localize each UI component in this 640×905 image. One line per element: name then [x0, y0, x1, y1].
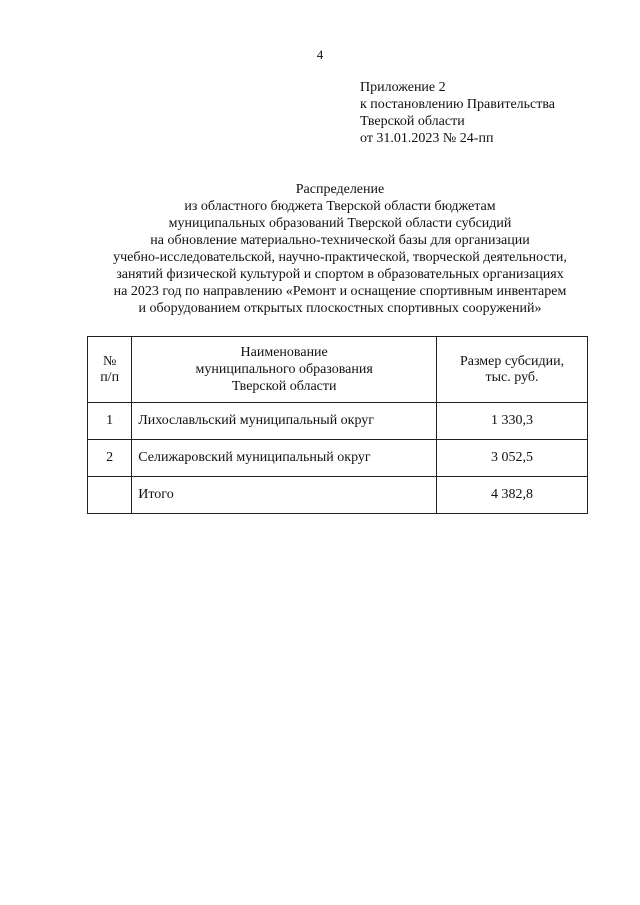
header-name-line: Тверской области — [231, 379, 337, 394]
table-row — [88, 440, 588, 477]
header-num-line: № — [102, 353, 117, 369]
title-line: на 2023 год по направлению «Ремонт и оснащение спортивным инвентарем — [113, 284, 567, 299]
table-total-row — [88, 477, 588, 514]
title-line: из областного бюджета Тверской области бюджетам — [184, 199, 496, 214]
header-amount-line: Размер субсидии, — [459, 353, 565, 369]
title-line: муниципальных образований Тверской области субсидий — [168, 216, 512, 231]
title-line: занятий физической культурой и спортом в образовательных организациях — [116, 267, 564, 282]
title-line: и оборудованием открытых плоскостных спортивных сооружений» — [138, 301, 542, 316]
total-label: Итого — [132, 477, 437, 514]
row-name: Лихославльский муниципальный округ — [132, 403, 437, 440]
total-num-cell — [88, 477, 132, 514]
header-name-line: муниципального образования — [195, 362, 373, 377]
document-title — [40, 181, 640, 317]
table-header-row — [88, 337, 588, 403]
header-amount — [437, 337, 588, 403]
row-name: Селижаровский муниципальный округ — [132, 440, 437, 477]
appendix-line: Приложение 2 — [360, 80, 446, 95]
appendix-header — [360, 79, 555, 147]
title-line: учебно-исследовательской, научно-практической, творческой деятельности, — [113, 250, 567, 265]
row-amount: 3 052,5 — [437, 440, 588, 477]
row-num: 1 — [88, 403, 132, 440]
title-line: на обновление материально-технической базы для организации — [150, 233, 530, 248]
header-name-line: Наименование — [240, 345, 328, 360]
header-num-line: п/п — [100, 369, 120, 385]
row-amount: 1 330,3 — [437, 403, 588, 440]
subsidy-table — [87, 336, 588, 514]
appendix-line: Тверской области — [360, 114, 465, 129]
header-name — [132, 337, 437, 403]
page-number: 4 — [316, 47, 324, 62]
appendix-line: от 31.01.2023 № 24-пп — [360, 131, 494, 146]
appendix-line: к постановлению Правительства — [360, 97, 556, 112]
row-num: 2 — [88, 440, 132, 477]
total-amount: 4 382,8 — [437, 477, 588, 514]
title-line: Распределение — [295, 182, 385, 197]
table-row — [88, 403, 588, 440]
header-amount-line: тыс. руб. — [485, 369, 539, 385]
header-num — [88, 337, 132, 403]
